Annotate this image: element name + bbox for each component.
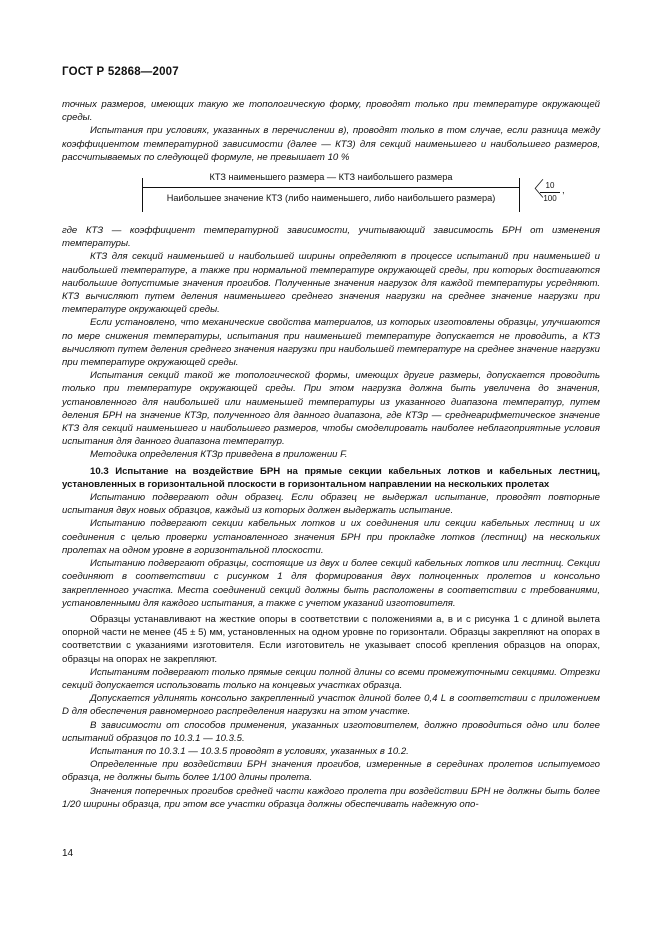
page-number: 14 xyxy=(62,848,74,859)
paragraph: Значения поперечных прогибов средней части каждого пролета при воздействии БРН не должны быть более 1/20 ширины образца, при этом все участки образца должны обеспечивать надежную опо- xyxy=(62,785,600,810)
paragraph: Испытания секций такой же топологической формы, имеющих другие размеры, допускается проводить только при температуре окружающей среды. При этом нагрузка должна быть увеличена до значения, установленного для наибольшей или наименьшей температуры из указанного диапазона температур, путем деления БРН на значение КТЗр, полученного для данного диапазона, где КТЗр — среднеарифметическое значение КТЗ для секций наименьшего и наибольшего размеров, чтобы смоделировать наиболее неблагоприятные условия испытания для данного диапазона температур. xyxy=(62,370,600,448)
fraction-line xyxy=(142,187,520,188)
formula-comma: , xyxy=(562,185,565,197)
fraction-right-bar xyxy=(519,178,520,212)
paragraph: Если установлено, что механические свойства материалов, из которых изготовлены образцы, улучшаются по мере снижения температуры, испытания при наименьшей температуре допускается не проводить, а КТЗ вычисляют путем деления среднего значения нагрузки при наибольшей температуре на среднее значение нагрузки при температуре окружающей среды. xyxy=(62,317,600,369)
less-than-sign: 〈 xyxy=(524,179,544,202)
paragraph: Испытания при условиях, указанных в перечислении в), проводят только в том случае, если разница между коэффициентом температурной зависимости (далее — КТЗ) для секций наименьшего и наибольшего размеров, рассчитываемых по следующей формуле, не превышает 10 % xyxy=(62,125,600,163)
paragraph: точных размеров, имеющих такую же топологическую форму, проводят только при температуре окружающей среды. xyxy=(62,99,600,124)
formula-denominator: Наибольшее значение КТЗ (либо наименьшего, либо наибольшего размера) xyxy=(166,193,496,204)
ratio-denominator: 100 xyxy=(543,194,557,204)
paragraph: Испытания по 10.3.1 — 10.3.5 проводят в условиях, указанных в 10.2. xyxy=(90,745,409,757)
ktz-formula xyxy=(62,170,600,220)
paragraph: Образцы устанавливают на жесткие опоры в соответствии с положениями а, в и с рисунка 1 с длиной вылета опорной части не менее (45 ± 5) мм, установленных на одном уровне по горизонтали. Образцы закрепляют на опорах в соответствии с указаниями изготовителя. Если изготовитель не указывает способ крепления образцов на опорах, образцы на опорах не закрепляют. xyxy=(62,613,600,665)
paragraph: В зависимости от способов применения, указанных изготовителем, должно проводиться одно или более испытаний образцов по 10.3.1 — 10.3.5. xyxy=(62,719,600,744)
fraction-left-bar xyxy=(142,178,143,212)
paragraph: КТЗ для секций наименьшей и наибольшей ширины определяют в процессе испытаний при наименьшей и наибольшей температуре, а также при нормальной температуре окружающей среды, при которых достигаются наибольшие допустимые значения прогибов. Полученные значения нагрузок для каждой температуры усредняют. КТЗ вычисляют путем деления наименьшего среднего значения нагрузки на среднее значение нагрузки при температуре окружающей среды. xyxy=(62,251,600,316)
paragraph: где КТЗ — коэффициент температурной зависимости, учитывающий зависимость БРН от изменения температуры. xyxy=(62,225,600,250)
formula-numerator: КТЗ наименьшего размера — КТЗ наибольшего размера xyxy=(209,172,453,183)
ratio-line xyxy=(540,192,560,193)
paragraph: Испытаниям подвергают только прямые секции полной длины со всеми промежуточными секциями. Отрезки секций допускается использовать только на концевых участках образца. xyxy=(62,666,600,691)
section-heading: 10.3 Испытание на воздействие БРН на прямые секции кабельных лотков и кабельных лестниц, установленных в горизонтальной плоскости в горизонтальном направлении на нескольких пролетах xyxy=(62,465,600,490)
paragraph: Испытанию подвергают образцы, состоящие из двух и более секций кабельных лотков или лестниц. Секции соединяют в соответствии с рисунком 1 для формирования двух полноценных пролетов и консольно закрепленного участка. Места соединений секций должны быть расположены в соответствии с требованиями, установленными для каждого испытания, а также с учетом указаний изготовителя. xyxy=(62,558,600,609)
paragraph: Методика определения КТЗр приведена в приложении F. xyxy=(90,449,348,461)
ratio-fraction xyxy=(540,181,560,204)
document-header: ГОСТ Р 52868—2007 xyxy=(62,66,179,78)
ratio-numerator: 10 xyxy=(545,181,555,191)
paragraph: Испытанию подвергают один образец. Если образец не выдержал испытание, проводят повторные испытания двух новых образцов, каждый из которых должен выдержать испытание. xyxy=(62,492,600,517)
paragraph: Определенные при воздействии БРН значения прогибов, измеренные в серединах пролетов испытуемого образца, не должны быть более 1/100 длины пролета. xyxy=(62,759,600,784)
paragraph: Испытанию подвергают секции кабельных лотков и их соединения или секции кабельных лестниц и их соединения с целью проверки установленного значения БРН при прокладке лотков (лестниц) на нескольких пролетах на одном уровне в горизонтальной плоскости. xyxy=(62,518,600,556)
page-body xyxy=(62,98,600,811)
formula-fraction xyxy=(142,170,520,205)
paragraph: Допускается удлинять консольно закрепленный участок длиной более 0,4 L в соответствии с приложением D для обеспечения равномерного распределения нагрузки на этом участке. xyxy=(62,693,600,718)
